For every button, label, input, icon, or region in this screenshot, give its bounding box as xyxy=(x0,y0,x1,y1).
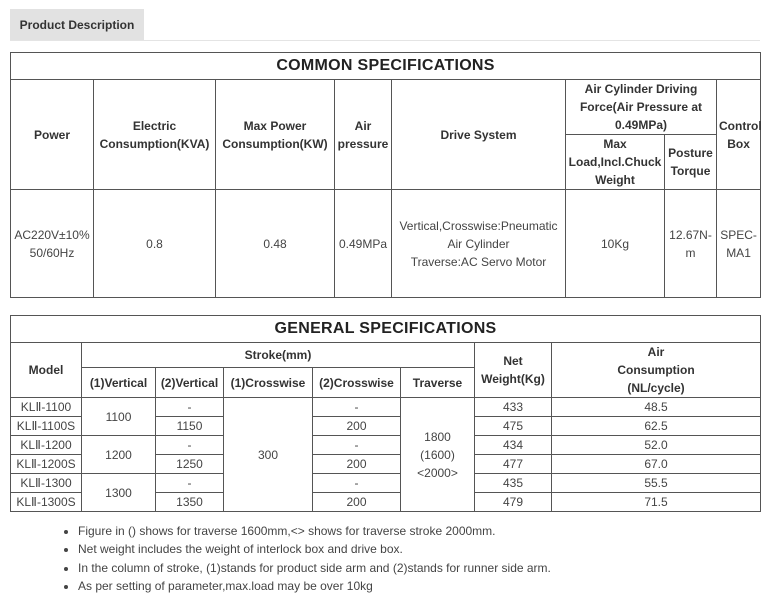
header-model: Model xyxy=(11,343,82,398)
general-specifications-table xyxy=(10,315,761,512)
header-traverse: Traverse xyxy=(401,368,475,398)
notes-list xyxy=(58,522,551,596)
header-max-power-consumption: Max Power Consumption(KW) xyxy=(216,80,335,190)
cell-crosswise-2: - xyxy=(313,474,401,493)
cell-net-weight: 477 xyxy=(475,455,552,474)
cell-air-consumption: 52.0 xyxy=(552,436,761,455)
cell-vertical-2: 1350 xyxy=(156,493,224,512)
cell-vertical-1: 1300 xyxy=(82,474,156,512)
cell-net-weight: 434 xyxy=(475,436,552,455)
cell-air-consumption: 62.5 xyxy=(552,417,761,436)
cell-crosswise-1: 300 xyxy=(224,398,313,512)
power-voltage: AC220V±10% xyxy=(14,227,90,242)
traverse-1600: (1600) xyxy=(420,447,455,462)
cell-electric-consumption: 0.8 xyxy=(94,190,216,298)
note-item: • In the column of stroke, (1)stands for product side arm and (2)stands for runner side arm. xyxy=(78,559,551,577)
cell-net-weight: 435 xyxy=(475,474,552,493)
cell-model: KLⅡ-1100S xyxy=(11,417,82,436)
cell-net-weight: 475 xyxy=(475,417,552,436)
note-item: • Net weight includes the weight of interlock box and drive box. xyxy=(78,540,551,558)
cell-drive-system xyxy=(392,190,566,298)
cell-vertical-2: - xyxy=(156,436,224,455)
cell-vertical-2: - xyxy=(156,474,224,493)
cell-control-box: SPEC-MA1 xyxy=(717,190,761,298)
cell-max-load: 10Kg xyxy=(566,190,665,298)
drive-line-3: Traverse:AC Servo Motor xyxy=(410,254,547,269)
cell-crosswise-2: 200 xyxy=(313,417,401,436)
cell-crosswise-2: 200 xyxy=(313,455,401,474)
cell-air-consumption: 71.5 xyxy=(552,493,761,512)
cell-model: KLⅡ-1300S xyxy=(11,493,82,512)
header-drive-system: Drive System xyxy=(392,80,566,190)
traverse-standard: 1800 xyxy=(424,429,451,444)
cell-air-consumption: 67.0 xyxy=(552,455,761,474)
header-net-weight: Net Weight(Kg) xyxy=(475,343,552,398)
cell-air-consumption: 55.5 xyxy=(552,474,761,493)
common-specifications-title: COMMON SPECIFICATIONS xyxy=(11,53,761,80)
tab-product-description[interactable]: Product Description xyxy=(10,9,144,40)
drive-line-1: Vertical,Crosswise:Pneumatic xyxy=(399,218,558,233)
header-air-pressure: Air pressure xyxy=(335,80,392,190)
cell-vertical-2: 1150 xyxy=(156,417,224,436)
cell-model: KLⅡ-1200S xyxy=(11,455,82,474)
header-electric-consumption: Electric Consumption(KVA) xyxy=(94,80,216,190)
cell-vertical-1: 1200 xyxy=(82,436,156,474)
header-vertical-1: (1)Vertical xyxy=(82,368,156,398)
header-control-box: Control Box xyxy=(717,80,761,190)
cell-vertical-1: 1100 xyxy=(82,398,156,436)
header-max-load: Max Load,Incl.Chuck Weight xyxy=(566,135,665,190)
cell-air-consumption: 48.5 xyxy=(552,398,761,417)
cell-model: KLⅡ-1300 xyxy=(11,474,82,493)
header-crosswise-2: (2)Crosswise xyxy=(313,368,401,398)
cell-power xyxy=(11,190,94,298)
cell-air-pressure: 0.49MPa xyxy=(335,190,392,298)
cell-net-weight: 433 xyxy=(475,398,552,417)
header-vertical-2: (2)Vertical xyxy=(156,368,224,398)
header-stroke: Stroke(mm) xyxy=(82,343,475,368)
cell-vertical-2: 1250 xyxy=(156,455,224,474)
cell-model: KLⅡ-1100 xyxy=(11,398,82,417)
drive-line-2: Air Cylinder xyxy=(447,236,510,251)
cell-max-power-consumption: 0.48 xyxy=(216,190,335,298)
header-crosswise-1: (1)Crosswise xyxy=(224,368,313,398)
header-power: Power xyxy=(11,80,94,190)
header-posture-torque: Posture Torque xyxy=(665,135,717,190)
header-air-cylinder-driving-force: Air Cylinder Driving Force(Air Pressure at 0.49MPa) xyxy=(566,80,717,135)
cell-traverse xyxy=(401,398,475,512)
cell-crosswise-2: - xyxy=(313,398,401,417)
cell-posture-torque: 12.67N-m xyxy=(665,190,717,298)
tab-divider xyxy=(10,40,760,41)
cell-crosswise-2: - xyxy=(313,436,401,455)
header-air-consumption: Air Consumption (NL/cycle) xyxy=(552,343,761,398)
cell-vertical-2: - xyxy=(156,398,224,417)
common-specifications-table xyxy=(10,52,761,298)
power-frequency: 50/60Hz xyxy=(29,245,75,260)
cell-model: KLⅡ-1200 xyxy=(11,436,82,455)
note-item: • Figure in () shows for traverse 1600mm,<> shows for traverse stroke 2000mm. xyxy=(78,522,551,540)
cell-net-weight: 479 xyxy=(475,493,552,512)
note-item: • As per setting of parameter,max.load may be over 10kg xyxy=(78,577,551,595)
cell-crosswise-2: 200 xyxy=(313,493,401,512)
general-specifications-title: GENERAL SPECIFICATIONS xyxy=(11,316,761,343)
traverse-2000: <2000> xyxy=(417,465,458,480)
